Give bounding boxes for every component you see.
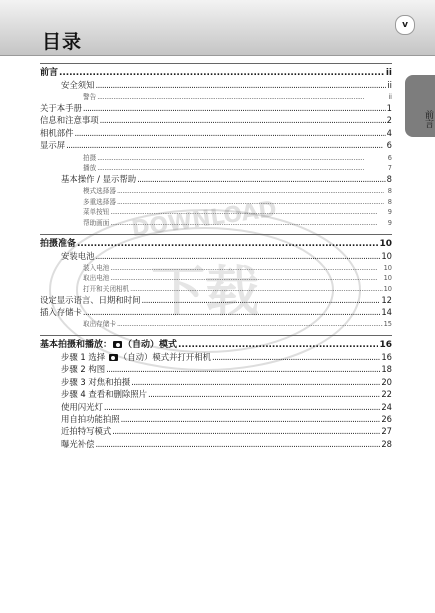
toc-entry-page: 10 bbox=[383, 263, 392, 272]
leader-dots bbox=[97, 164, 387, 172]
toc-section-preparation bbox=[40, 234, 392, 330]
title-part-b: （自动）模式并打开相机 bbox=[118, 352, 211, 363]
toc-entry-title: 装入电池 bbox=[83, 263, 110, 272]
toc-entry-title: 用自拍功能拍照 bbox=[61, 414, 120, 424]
toc-entry-title: 拍摄准备 bbox=[40, 238, 77, 249]
toc-entry[interactable] bbox=[40, 185, 392, 196]
toc-entry-title: 设定显示语言、日期和时间 bbox=[40, 294, 141, 305]
toc-entry[interactable] bbox=[40, 363, 392, 375]
toc-entry-page: 16 bbox=[381, 352, 392, 363]
toc-entry[interactable] bbox=[40, 401, 392, 413]
toc-entry-title: 步骤 3 对焦和拍摄 bbox=[61, 376, 131, 387]
toc-entry-title: 基本操作 / 显示帮助 bbox=[61, 173, 137, 184]
toc-entry-page: ii bbox=[387, 80, 392, 90]
toc-entry-title: 帮助画面 bbox=[83, 218, 110, 227]
toc-entry[interactable] bbox=[40, 217, 392, 228]
toc-entry-title: 曝光补偿 bbox=[61, 438, 95, 449]
toc-entry-page: 4 bbox=[386, 127, 392, 138]
leader-dots bbox=[110, 219, 386, 227]
toc-entry-page: 8 bbox=[387, 187, 392, 196]
toc-entry-page: 24 bbox=[381, 401, 392, 412]
toc-entry-title: 插入存储卡 bbox=[40, 307, 82, 318]
toc-entry-title: 拍摄 bbox=[83, 153, 97, 162]
toc-entry[interactable] bbox=[40, 337, 392, 351]
toc-entry-page: 8 bbox=[387, 197, 392, 206]
toc-entry-page: 2 bbox=[386, 115, 392, 126]
toc-entry-page: 10 bbox=[379, 238, 392, 249]
toc-entry-page: 7 bbox=[387, 164, 392, 173]
toc-entry[interactable] bbox=[40, 173, 392, 185]
toc-entry-page: 10 bbox=[383, 285, 392, 294]
toc-entry-title: 显示屏 bbox=[40, 140, 66, 151]
toc-entry[interactable] bbox=[40, 376, 392, 388]
toc-entry-title: 多重选择器 bbox=[83, 197, 116, 206]
toc-entry[interactable] bbox=[40, 102, 392, 114]
leader-dots bbox=[83, 103, 386, 113]
leader-dots bbox=[96, 439, 381, 449]
leader-dots bbox=[106, 364, 380, 374]
toc-entry-title: 取出存储卡 bbox=[83, 320, 116, 329]
leader-dots bbox=[100, 115, 386, 125]
leader-dots bbox=[83, 307, 380, 317]
side-tab-label: 前言 bbox=[423, 110, 433, 128]
leader-dots bbox=[117, 187, 387, 195]
toc-entry-title: 取出电池 bbox=[83, 274, 110, 283]
toc-entry[interactable] bbox=[40, 236, 392, 250]
toc-entry[interactable] bbox=[40, 127, 392, 139]
table-of-contents bbox=[40, 63, 392, 450]
toc-entry[interactable] bbox=[40, 114, 392, 126]
toc-section-preface bbox=[40, 63, 392, 228]
toc-entry[interactable] bbox=[40, 283, 392, 294]
toc-entry-title: 关于本手册 bbox=[40, 102, 82, 113]
leader-dots bbox=[75, 128, 386, 138]
title-part-a: 步骤 1 选择 bbox=[61, 352, 108, 363]
toc-entry-page: 10 bbox=[381, 250, 392, 261]
toc-entry-page: ii bbox=[385, 68, 392, 78]
toc-entry-page: 6 bbox=[386, 140, 392, 151]
page-title: 目录 bbox=[42, 31, 83, 53]
toc-entry[interactable] bbox=[40, 91, 392, 102]
toc-entry-page: 26 bbox=[381, 414, 392, 424]
toc-entry-title: 安全须知 bbox=[61, 80, 95, 90]
leader-dots bbox=[96, 80, 387, 90]
leader-dots bbox=[77, 239, 378, 249]
toc-entry-title: 打开和关闭相机 bbox=[83, 285, 130, 294]
toc-entry-page: ii bbox=[388, 93, 392, 102]
toc-entry-title: 步骤 4 查看和删除照片 bbox=[61, 389, 148, 400]
toc-entry-page: 9 bbox=[387, 218, 392, 227]
toc-entry-title: 安装电池 bbox=[61, 250, 95, 261]
toc-entry[interactable] bbox=[40, 306, 392, 318]
leader-dots bbox=[112, 426, 380, 436]
leader-dots bbox=[66, 140, 386, 150]
toc-entry-title: 近拍特写模式 bbox=[61, 426, 112, 437]
leader-dots bbox=[59, 68, 385, 78]
toc-entry-page: 27 bbox=[381, 426, 392, 437]
title-part-a: 基本拍摄和播放： bbox=[40, 340, 113, 351]
toc-entry[interactable] bbox=[40, 388, 392, 400]
toc-entry[interactable] bbox=[40, 425, 392, 437]
toc-entry-page: 22 bbox=[381, 389, 392, 400]
toc-entry-title: 警告 bbox=[83, 93, 97, 102]
camera-auto-icon bbox=[113, 341, 122, 348]
toc-entry-page: 14 bbox=[381, 307, 392, 318]
toc-section-basic-shooting bbox=[40, 335, 392, 450]
toc-entry[interactable] bbox=[40, 152, 392, 163]
toc-entry-title: 菜单按钮 bbox=[83, 208, 110, 217]
leader-dots bbox=[96, 251, 381, 261]
toc-entry-title: 信息和注意事项 bbox=[40, 115, 99, 126]
leader-dots bbox=[212, 352, 380, 362]
toc-entry-title: 步骤 2 构图 bbox=[61, 364, 106, 375]
toc-entry[interactable] bbox=[40, 351, 392, 363]
toc-entry-page: 9 bbox=[387, 208, 392, 217]
leader-dots bbox=[97, 154, 387, 162]
toc-entry[interactable] bbox=[40, 272, 392, 283]
leader-dots bbox=[97, 93, 387, 101]
leader-dots bbox=[131, 377, 380, 387]
toc-entry-page: 10 bbox=[383, 274, 392, 283]
toc-entry[interactable] bbox=[40, 162, 392, 173]
toc-entry-page: 20 bbox=[381, 376, 392, 387]
watermark-chars: 下载 bbox=[151, 260, 259, 323]
toc-entry-page: 12 bbox=[381, 294, 392, 305]
toc-entry[interactable] bbox=[40, 79, 392, 91]
toc-entry[interactable] bbox=[40, 206, 392, 217]
leader-dots bbox=[104, 402, 380, 412]
toc-entry[interactable] bbox=[40, 65, 392, 79]
leader-dots bbox=[130, 285, 382, 293]
toc-entry-title: 使用闪光灯 bbox=[61, 401, 103, 412]
toc-entry-page: 1 bbox=[386, 102, 392, 113]
toc-entry-title bbox=[40, 337, 177, 350]
toc-entry-title: 模式选择器 bbox=[83, 187, 116, 196]
toc-entry[interactable] bbox=[40, 139, 392, 151]
page-number: v bbox=[395, 15, 415, 35]
watermark-text: DOWNLOAD bbox=[129, 197, 279, 243]
toc-entry[interactable] bbox=[40, 294, 392, 306]
leader-dots bbox=[110, 264, 382, 272]
camera-auto-icon bbox=[109, 354, 118, 361]
toc-entry-title: 相机部件 bbox=[40, 127, 74, 138]
toc-entry-page: 6 bbox=[387, 153, 392, 162]
toc-entry[interactable] bbox=[40, 250, 392, 262]
toc-entry[interactable] bbox=[40, 438, 392, 450]
toc-entry-title: 播放 bbox=[83, 164, 97, 173]
toc-entry[interactable] bbox=[40, 262, 392, 273]
toc-entry[interactable] bbox=[40, 196, 392, 207]
toc-entry-title bbox=[61, 351, 211, 363]
title-part-b: （自动）模式 bbox=[123, 340, 178, 351]
leader-dots bbox=[142, 295, 381, 305]
toc-entry-page: 15 bbox=[383, 320, 392, 329]
leader-dots bbox=[117, 198, 387, 206]
leader-dots bbox=[121, 414, 381, 424]
toc-entry[interactable] bbox=[40, 413, 392, 425]
toc-entry-page: 16 bbox=[379, 340, 392, 351]
leader-dots bbox=[117, 320, 383, 328]
toc-entry-title: 前言 bbox=[40, 68, 59, 78]
toc-entry-page: 8 bbox=[386, 173, 392, 184]
toc-entry[interactable] bbox=[40, 318, 392, 329]
toc-entry-page: 28 bbox=[381, 438, 392, 449]
leader-dots bbox=[148, 389, 380, 399]
leader-dots bbox=[178, 340, 378, 350]
leader-dots bbox=[110, 274, 382, 282]
toc-entry-page: 18 bbox=[381, 364, 392, 375]
leader-dots bbox=[137, 174, 386, 184]
leader-dots bbox=[110, 208, 386, 216]
